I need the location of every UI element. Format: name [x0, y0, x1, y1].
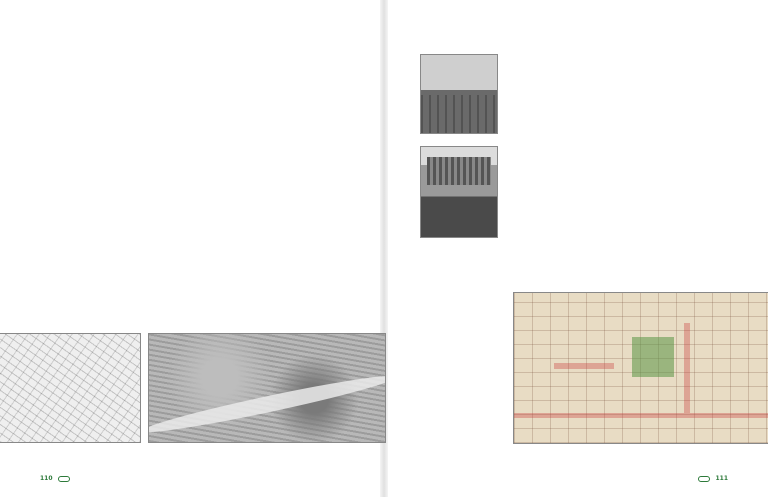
factory-photo-figure: [420, 146, 498, 238]
map-road-shape: [514, 413, 768, 418]
map-road-shape: [684, 323, 690, 413]
paragraph: [56, 72, 278, 83]
paragraph: [56, 120, 278, 131]
river-shape: [148, 369, 386, 439]
paragraph: [516, 72, 742, 83]
paragraph: [56, 56, 278, 67]
railway-photo-figure: [420, 54, 498, 134]
paragraph: [56, 88, 278, 99]
paragraph: [516, 56, 742, 67]
sidenote-text: [306, 68, 372, 76]
sidenote: [292, 104, 372, 112]
left-body-text: [56, 56, 278, 152]
footer-ornament-icon: [58, 476, 70, 482]
map-road-shape: [554, 363, 614, 369]
sidenote-text: [306, 56, 372, 64]
sidenote-text: [306, 80, 372, 88]
page-number: 111: [715, 475, 728, 482]
left-footer: [40, 475, 74, 483]
historical-map-figure: [0, 333, 141, 443]
railway-tracks-shape: [421, 95, 497, 133]
sidenote: [292, 68, 372, 76]
sidenote-text: [306, 104, 372, 112]
sidenote-number: [292, 56, 304, 64]
highlighted-plot-shape: [632, 337, 674, 377]
page-number: 110: [40, 475, 53, 482]
sidenote-number: [292, 68, 304, 76]
sidenote: [292, 56, 372, 64]
sidenote-number: [292, 104, 304, 112]
aerial-photo-figure: [148, 333, 386, 443]
paragraph: [56, 136, 278, 147]
paragraph: [516, 120, 742, 131]
paragraph: [516, 88, 742, 99]
sidenote-number: [292, 92, 304, 100]
factory-roof-shape: [427, 157, 491, 185]
right-body-text: [516, 56, 742, 136]
sidenote-number: [292, 80, 304, 88]
paragraph: [516, 104, 742, 115]
paragraph: [56, 104, 278, 115]
cadastral-map-figure: [513, 292, 768, 444]
footer-ornament-icon: [698, 476, 710, 482]
sidenote: [292, 80, 372, 88]
right-footer: [694, 475, 728, 483]
sidenote-text: [306, 92, 372, 100]
sidenote: [292, 92, 372, 100]
left-sidenotes: [292, 56, 372, 116]
